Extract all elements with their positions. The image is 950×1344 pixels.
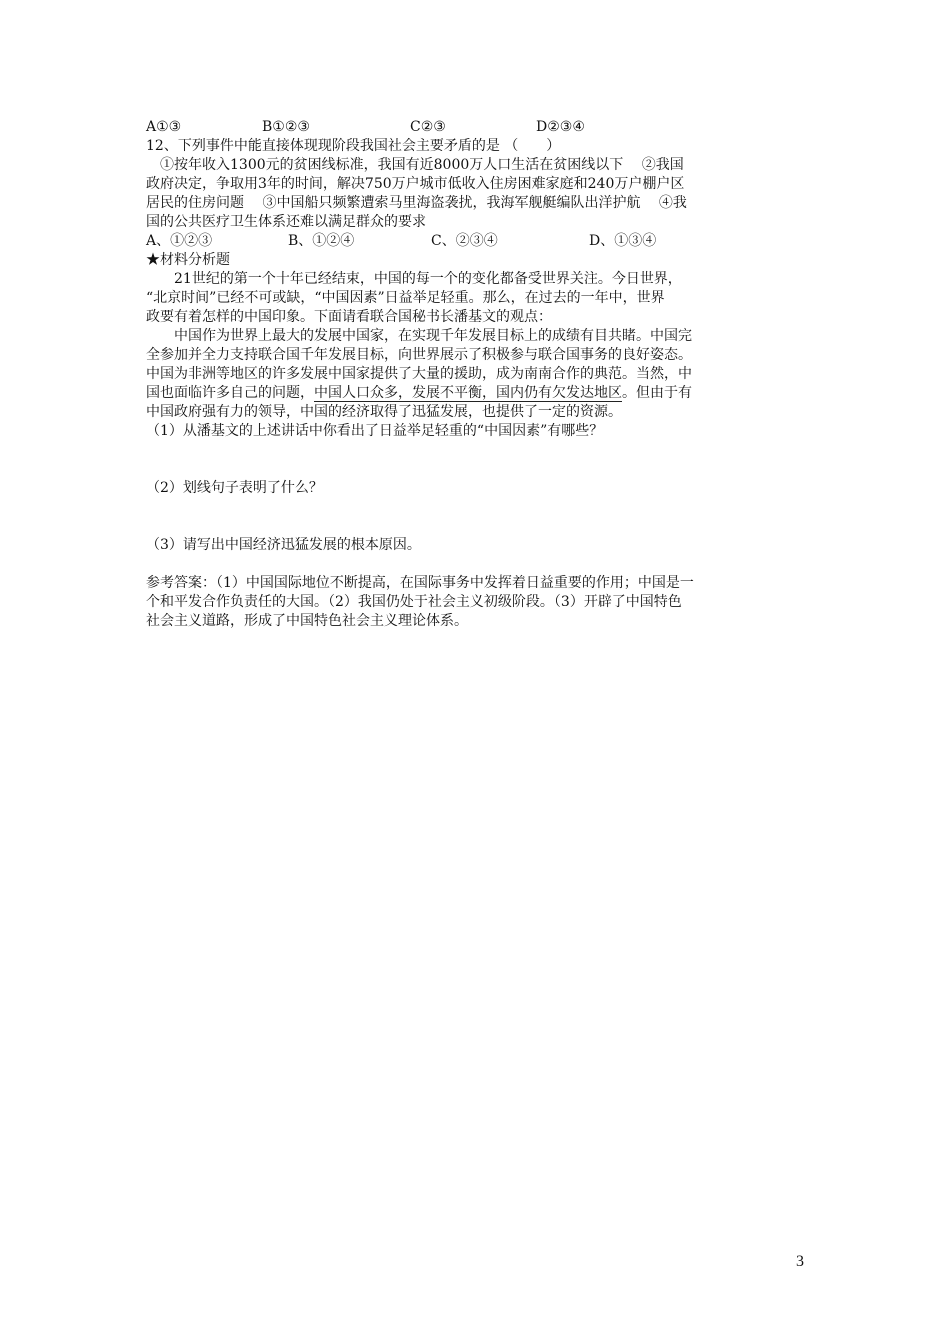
material-line: 21世纪的第一个十年已经结束，中国的每一个的变化都备受世界关注。今日世界， xyxy=(174,271,682,287)
page-number: 3 xyxy=(796,1253,804,1270)
answer-line: 参考答案：（1）中国国际地位不断提高，在国际事务中发挥着日益重要的作用；中国是一 xyxy=(146,575,694,591)
material-line: 政要有着怎样的中国印象。下面请看联合国秘书长潘基文的观点： xyxy=(146,309,552,325)
q11-option-b: B①②③ xyxy=(262,119,310,135)
question-1: （1）从潘基文的上述讲话中你看出了日益举足轻重的“中国因素”有哪些？ xyxy=(146,423,604,439)
underlined-sentence: 中国人口众多，发展不平衡，国内仍有欠发达地区 xyxy=(314,385,622,401)
section-title: ★材料分析题 xyxy=(146,252,230,268)
q11-option-c: C②③ xyxy=(410,119,446,135)
material-line: 全参加并全力支持联合国千年发展目标，向世界展示了积极参与联合国事务的良好姿态。 xyxy=(146,347,692,363)
material-line: “北京时间”已经不可或缺，“中国因素”日益举足轻重。那么，在过去的一年中，世界 xyxy=(146,290,665,306)
answer-line: 个和平发合作负责任的大国。（2）我国仍处于社会主义初级阶段。（3）开辟了中国特色 xyxy=(146,594,682,610)
material-line: 中国作为世界上最大的发展中国家，在实现千年发展目标上的成绩有目共睹。中国完 xyxy=(174,328,692,344)
q11-option-d: D②③④ xyxy=(536,119,585,135)
q11-options xyxy=(146,118,810,137)
q12-line: 国的公共医疗卫生体系还难以满足群众的要求 xyxy=(146,214,426,230)
q12-option-c: C、②③④ xyxy=(431,233,498,249)
q11-option-a: A①③ xyxy=(146,119,182,135)
q12-options xyxy=(146,232,810,251)
answer-line: 社会主义道路，形成了中国特色社会主义理论体系。 xyxy=(146,613,468,629)
material-text: 国也面临许多自己的问题， xyxy=(146,385,314,401)
question-2: （2）划线句子表明了什么？ xyxy=(146,480,323,496)
q12-line: ①按年收入1300元的贫困线标准，我国有近8000万人口生活在贫困线以下 ②我国 xyxy=(160,157,684,173)
document-body xyxy=(146,118,810,631)
q12-line: 政府决定，争取用3年的时间，解决750万户城市低收入住房困难家庭和240万户棚户区 xyxy=(146,176,685,192)
q12-stem: 12、下列事件中能直接体现现阶段我国社会主要矛盾的是 （ ） xyxy=(146,138,561,154)
q12-option-d: D、①③④ xyxy=(589,233,657,249)
material-line: 中国为非洲等地区的许多发展中国家提供了大量的援助，成为南南合作的典范。当然，中 xyxy=(146,366,692,382)
q12-line: 居民的住房问题 ③中国船只频繁遭索马里海盗袭扰，我海军舰艇编队出洋护航 ④我 xyxy=(146,195,687,211)
material-underline-line xyxy=(146,384,810,403)
q12-option-a: A、①②③ xyxy=(146,233,213,249)
material-line: 中国政府强有力的领导，中国的经济取得了迅猛发展，也提供了一定的资源。 xyxy=(146,404,622,420)
material-text: 。但由于有 xyxy=(622,385,692,401)
question-3: （3）请写出中国经济迅猛发展的根本原因。 xyxy=(146,537,421,553)
q12-option-b: B、①②④ xyxy=(288,233,355,249)
